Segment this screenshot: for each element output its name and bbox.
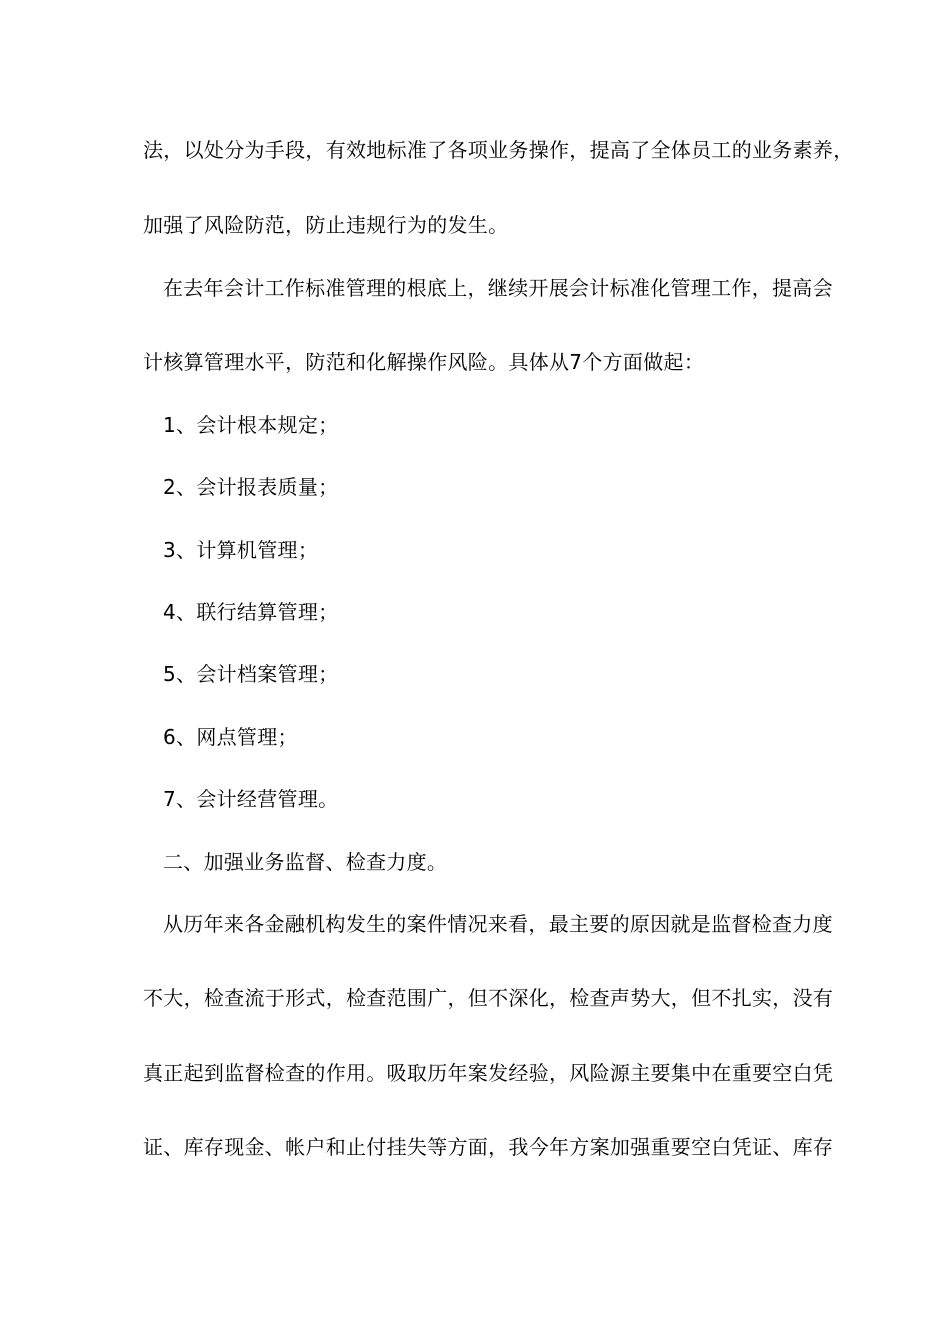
paragraph-line: 不大，检查流于形式，检查范围广，但不深化，检查声势大，但不扎实，没有: [143, 986, 834, 1010]
paragraph-line: 计核算管理水平，防范和化解操作风险。具体从7个方面做起：: [143, 350, 705, 374]
paragraph-line: 法，以处分为手段，有效地标准了各项业务操作，提高了全体员工的业务素养，: [143, 138, 854, 162]
list-item: 6、网点管理；: [163, 725, 298, 749]
list-item: 2、会计报表质量；: [163, 475, 339, 499]
paragraph-line: 加强了风险防范，防止违规行为的发生。: [143, 213, 509, 237]
paragraph-line: 从历年来各金融机构发生的案件情况来看，最主要的原因就是监督检查力度: [163, 912, 833, 936]
paragraph-line: 真正起到监督检查的作用。吸取历年案发经验，风险源主要集中在重要空白凭: [143, 1061, 834, 1085]
list-item: 5、会计档案管理；: [163, 662, 339, 686]
list-item: 4、联行结算管理；: [163, 600, 339, 624]
section-heading: 二、加强业务监督、检查力度。: [163, 850, 448, 874]
list-item: 3、计算机管理；: [163, 538, 319, 562]
list-item: 7、会计经营管理。: [163, 787, 339, 811]
paragraph-line: 在去年会计工作标准管理的根底上，继续开展会计标准化管理工作，提高会: [163, 276, 833, 300]
list-item: 1、会计根本规定；: [163, 413, 339, 437]
paragraph-line: 证、库存现金、帐户和止付挂失等方面，我今年方案加强重要空白凭证、库存: [143, 1135, 834, 1159]
